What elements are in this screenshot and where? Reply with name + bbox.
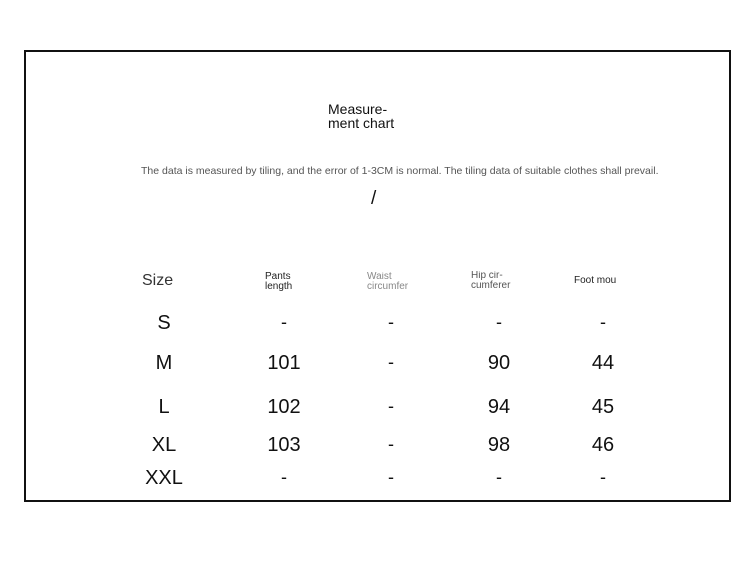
cell-waist: - [388, 434, 394, 454]
cell-waist: - [388, 467, 394, 487]
cell-size: XL [151, 434, 177, 456]
column-header-size: Size [142, 272, 174, 289]
separator-slash: / [371, 188, 377, 209]
cell-hip: 98 [487, 434, 511, 456]
column-header-hip-line2: cumferer [471, 280, 511, 291]
cell-foot-mouth: 46 [591, 434, 615, 456]
cell-size: S [157, 312, 171, 334]
cell-waist: - [388, 312, 394, 332]
column-header-hip [471, 271, 521, 291]
cell-pants-length: 101 [267, 352, 301, 374]
cell-foot-mouth: 45 [591, 396, 615, 418]
column-header-pants-line2: length [265, 281, 293, 292]
cell-hip: - [496, 467, 502, 487]
column-header-waist-line2: circumfer [367, 281, 409, 292]
column-header-waist [367, 272, 417, 292]
measurement-note: The data is measured by tiling, and the error of 1-3CM is normal. The tiling data of suitable clothes shall prevail. [141, 165, 659, 177]
cell-hip: 94 [487, 396, 511, 418]
column-header-hip-line1: Hip cir- [471, 271, 503, 281]
cell-size: L [158, 396, 170, 418]
cell-pants-length: 103 [267, 434, 301, 456]
cell-foot-mouth: - [600, 312, 606, 332]
column-header-pants-line1: Pants [265, 272, 291, 282]
cell-size: XXL [145, 467, 183, 489]
cell-waist: - [388, 396, 394, 416]
cell-size: M [155, 352, 173, 374]
cell-pants-length: 102 [267, 396, 301, 418]
cell-pants-length: - [281, 312, 287, 332]
cell-hip: - [496, 312, 502, 332]
cell-pants-length: - [281, 467, 287, 487]
cell-waist: - [388, 352, 394, 372]
cell-foot-mouth: 44 [591, 352, 615, 374]
chart-title [328, 102, 418, 130]
column-header-waist-line1: Waist [367, 272, 392, 282]
cell-foot-mouth: - [600, 467, 606, 487]
chart-title-line1: Measure- [328, 101, 388, 117]
column-header-pants-length [265, 272, 305, 292]
chart-title-line2: ment chart [328, 115, 395, 131]
cell-hip: 90 [487, 352, 511, 374]
column-header-foot-mouth: Foot mou [574, 276, 617, 286]
